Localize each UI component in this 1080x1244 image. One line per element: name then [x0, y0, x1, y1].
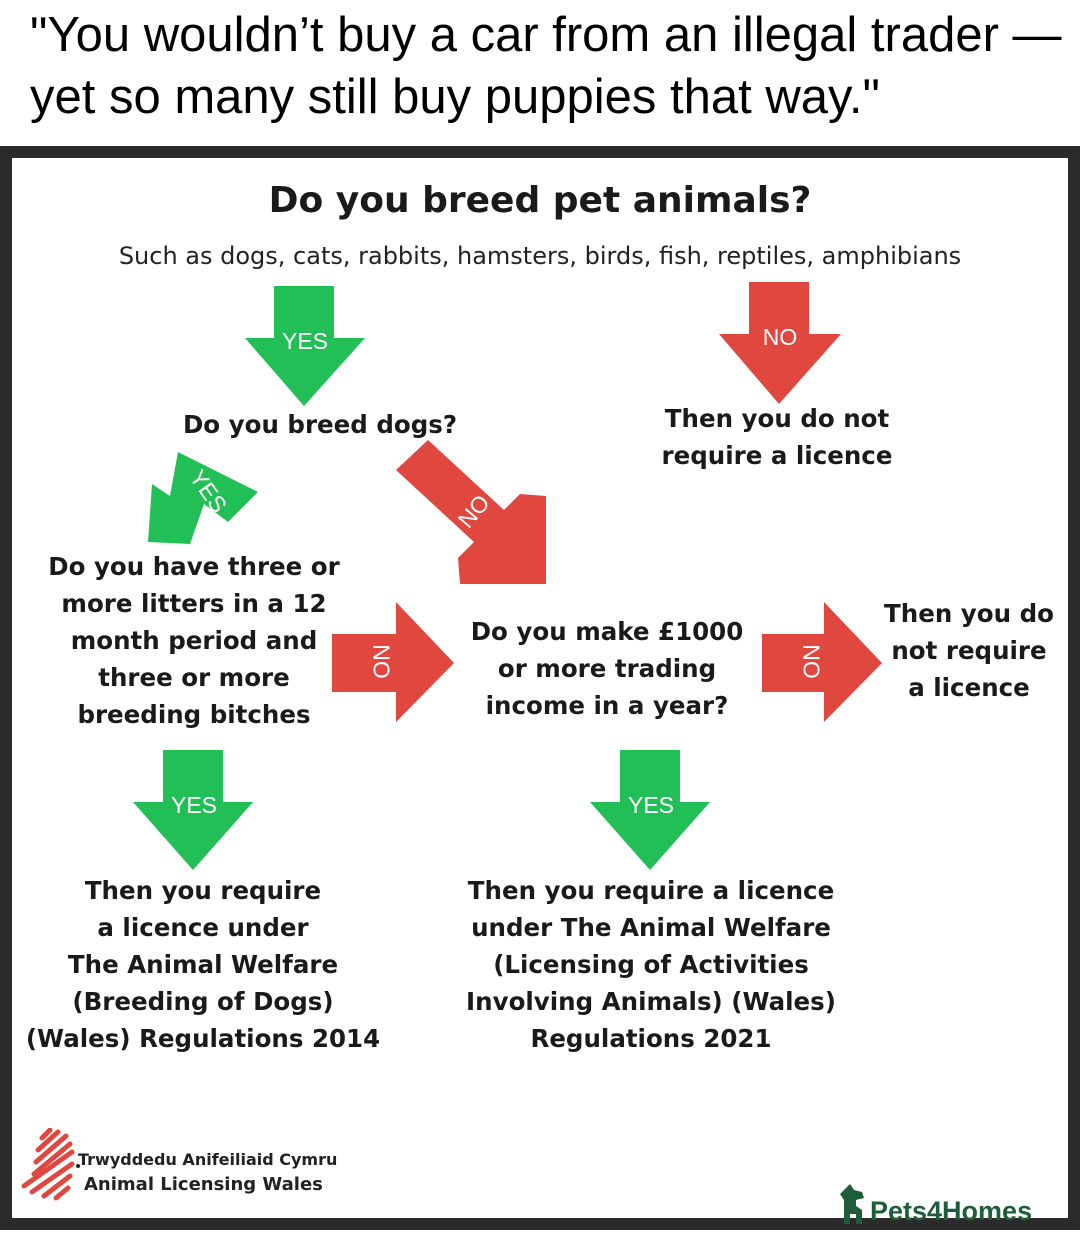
org-name-english: Animal Licensing Wales [84, 1174, 323, 1195]
infographic-frame [0, 146, 1080, 1230]
question-litters: Do you have three or more litters in a 12 month period and three or more breeding bitches [48, 552, 340, 729]
arrow-litters-no-label: NO [368, 644, 395, 679]
arrow-litters-yes-label: YES [170, 792, 218, 818]
arrow-income-yes-label: YES [627, 792, 675, 818]
flowchart-panel [12, 158, 1068, 1218]
pets4homes-dog-icon [840, 1184, 866, 1224]
org-name-welsh: Trwyddedu Anifeiliaid Cymru [78, 1150, 338, 1169]
arrow-pets-yes-label: YES [281, 328, 329, 354]
arrow-dogs-no-label: NO [452, 489, 495, 533]
arrow-pets-no-label: NO [762, 324, 798, 350]
arrow-dogs-yes-label: YES [184, 464, 233, 518]
outcome-activities-licence: Then you require a licence under The Animal Welfare (Licensing of Activities Involving Animals) (Wales) Regulations 2021 [466, 876, 836, 1053]
question-breed-dogs: Do you breed dogs? [182, 410, 458, 439]
outcome-no-licence-top: Then you do not require a licence [661, 404, 893, 470]
outcome-dog-breeding-licence: Then you require a licence under The Animal Welfare (Breeding of Dogs) (Wales) Regulations 2014 [25, 876, 381, 1053]
outcome-no-licence-right: Then you do not require a licence [884, 599, 1054, 702]
arrow-income-no-label: NO [798, 644, 825, 679]
animal-licensing-wales-logo-icon [20, 1128, 82, 1204]
pets4homes-brand: Pets4Homes [870, 1196, 1033, 1226]
post-caption: "You wouldn’t buy a car from an illegal trader — yet so many still buy puppies that way." [30, 8, 1062, 124]
flowchart-title: Do you breed pet animals? [268, 180, 812, 221]
flowchart-subtitle: Such as dogs, cats, rabbits, hamsters, birds, fish, reptiles, amphibians [118, 242, 962, 270]
question-income: Do you make £1000 or more trading income in a year? [470, 617, 744, 720]
